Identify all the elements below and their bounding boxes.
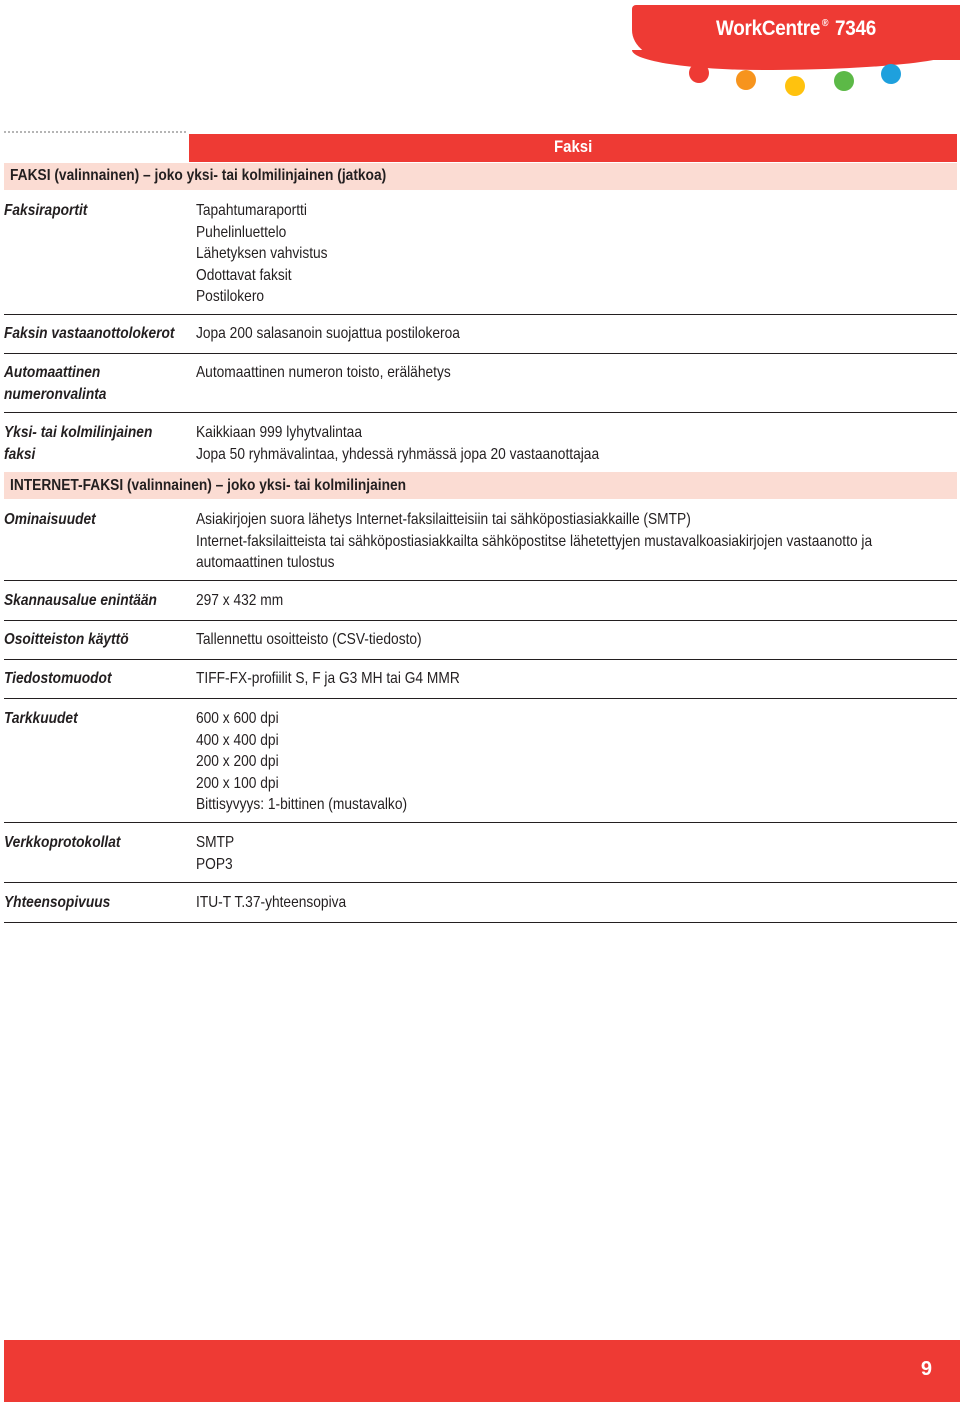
spec-line: Lähetyksen vahvistus <box>196 245 328 262</box>
registered-mark: ® <box>821 18 829 29</box>
page-number: 9 <box>920 1358 932 1380</box>
spec-line: Odottavat faksit <box>196 266 292 284</box>
spec-line: Postilokero <box>196 288 265 305</box>
spec-value <box>196 629 422 651</box>
spec-line: ITU-T T.37-yhteensopiva <box>196 894 347 911</box>
spec-line: 297 x 432 mm <box>196 592 284 609</box>
spec-label: Yhteensopivuus <box>4 894 111 911</box>
spec-line: Automaattinen numeron toisto, erälähetys <box>196 364 451 381</box>
row-divider <box>4 580 957 581</box>
spec-value <box>196 422 599 465</box>
spec-line: Kaikkiaan 999 lyhytvalintaa <box>196 424 362 441</box>
spec-line: 200 x 100 dpi <box>196 774 279 792</box>
spec-line: Jopa 50 ryhmävalintaa, yhdessä ryhmässä jopa 20 vastaanottajaa <box>196 445 600 463</box>
green-dot <box>834 71 854 91</box>
spec-value <box>196 362 451 384</box>
section-tab-label: Faksi <box>554 137 593 156</box>
spec-line: 200 x 200 dpi <box>196 753 279 770</box>
spec-label: Faksin vastaanottolokerot <box>4 325 175 342</box>
spec-line: POP3 <box>196 855 233 873</box>
spec-label <box>4 362 106 405</box>
yellow-dot <box>785 76 805 96</box>
spec-line: Tapahtumaraportti <box>196 202 307 219</box>
spec-line: Jopa 200 salasanoin suojattua postilokeroa <box>196 325 460 342</box>
internet-fax-section-title: INTERNET-FAKSI (valinnainen) – joko yksi- tai kolmilinjainen <box>10 477 407 494</box>
spec-label-line: Yksi- tai kolmilinjainen <box>4 424 153 441</box>
spec-line: Tallennettu osoitteisto (CSV-tiedosto) <box>196 631 422 648</box>
product-title <box>716 17 876 41</box>
row-divider <box>4 620 957 621</box>
row-divider <box>4 882 957 883</box>
spec-label: Osoitteiston käyttö <box>4 631 129 648</box>
brand-name: WorkCentre <box>716 17 821 40</box>
blue-dot <box>881 64 901 84</box>
spec-label-line: faksi <box>4 445 36 463</box>
spec-label: Ominaisuudet <box>4 511 96 528</box>
row-divider <box>4 822 957 823</box>
dotted-divider <box>4 131 186 133</box>
row-divider <box>4 353 957 354</box>
spec-label: Tarkkuudet <box>4 710 78 727</box>
spec-label: Skannausalue enintään <box>4 592 157 609</box>
spec-value <box>196 323 460 345</box>
spec-label <box>4 422 152 465</box>
spec-line: SMTP <box>196 834 235 851</box>
spec-line: automaattinen tulostus <box>196 554 335 571</box>
spec-line: TIFF-FX-profiilit S, F ja G3 MH tai G4 MMR <box>196 670 460 687</box>
spec-value <box>196 509 872 574</box>
spec-value <box>196 892 346 914</box>
spec-value <box>196 590 283 612</box>
spec-label-line: numeronvalinta <box>4 385 107 403</box>
model-number: 7346 <box>835 17 877 40</box>
spec-line: Puhelinluettelo <box>196 223 287 241</box>
spec-label: Verkkoprotokollat <box>4 834 121 851</box>
spec-line: 400 x 400 dpi <box>196 731 279 749</box>
spec-line: Bittisyvyys: 1-bittinen (mustavalko) <box>196 796 408 813</box>
spec-value <box>196 708 407 816</box>
row-divider <box>4 659 957 660</box>
row-divider <box>4 698 957 699</box>
orange-dot <box>736 70 756 90</box>
spec-label: Faksiraportit <box>4 202 88 219</box>
row-divider <box>4 922 957 923</box>
spec-value <box>196 668 460 690</box>
spec-label: Tiedostomuodot <box>4 670 112 687</box>
spec-label-line: Automaattinen <box>4 364 101 381</box>
footer-bar <box>4 1340 960 1402</box>
fax-section-title: FAKSI (valinnainen) – joko yksi- tai kolmilinjainen (jatkoa) <box>10 167 387 184</box>
spec-line: Asiakirjojen suora lähetys Internet-faksilaitteisiin tai sähköpostiasiakkaille (SMTP) <box>196 511 691 528</box>
spec-line: Internet-faksilaitteista tai sähköpostiasiakkailta sähköpostitse lähetettyjen mustavalkoasiakirjojen vastaanotto ja <box>196 532 873 550</box>
spec-value <box>196 200 328 308</box>
row-divider <box>4 314 957 315</box>
spec-value <box>196 832 234 875</box>
red-dot <box>689 63 709 83</box>
row-divider <box>4 412 957 413</box>
spec-line: 600 x 600 dpi <box>196 710 279 727</box>
